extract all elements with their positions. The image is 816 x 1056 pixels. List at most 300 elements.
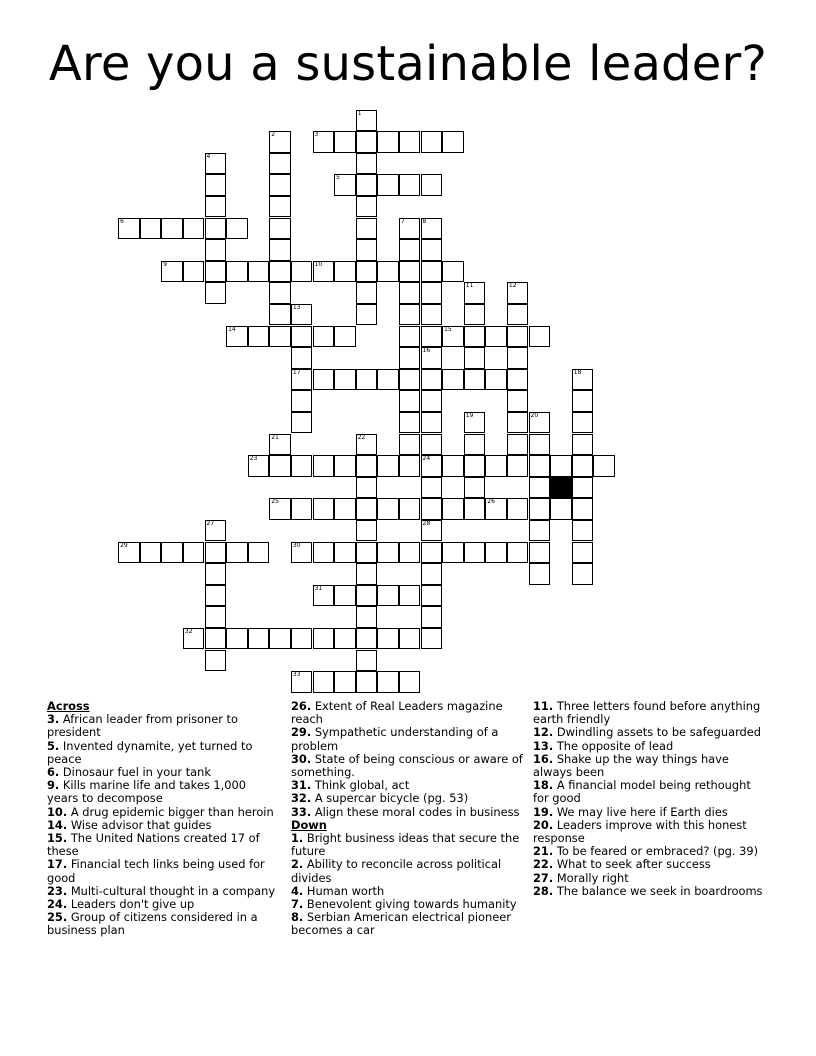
- grid-cell[interactable]: [464, 434, 486, 456]
- clue-text: Group of citizens considered in a business plan: [47, 910, 258, 938]
- grid-cell[interactable]: [421, 520, 443, 542]
- grid-cell[interactable]: [291, 347, 313, 369]
- grid-cell[interactable]: [356, 131, 378, 153]
- clue-number: 11: [465, 282, 474, 290]
- grid-cell[interactable]: [464, 412, 486, 434]
- grid-cell[interactable]: [334, 174, 356, 196]
- grid-cell[interactable]: [464, 326, 486, 348]
- clue-number: 20: [530, 411, 539, 419]
- clue-number: 19: [465, 411, 474, 419]
- grid-cell[interactable]: [334, 326, 356, 348]
- down-clue-18: [533, 779, 765, 805]
- grid-cell[interactable]: [161, 261, 183, 283]
- across-clue-33: [291, 806, 523, 819]
- clue-number: 30: [292, 541, 301, 549]
- clue-number-label: 26.: [291, 699, 312, 713]
- clue-number-label: 18.: [533, 778, 554, 793]
- grid-cell[interactable]: [205, 196, 227, 218]
- grid-cell[interactable]: [291, 455, 313, 477]
- grid-cell[interactable]: [248, 455, 270, 477]
- grid-cell[interactable]: [377, 585, 399, 607]
- grid-cell[interactable]: [205, 218, 227, 240]
- grid-cell[interactable]: [529, 563, 551, 585]
- grid-cell[interactable]: [226, 218, 248, 240]
- grid-cell[interactable]: [377, 498, 399, 520]
- grid-cell[interactable]: [205, 261, 227, 283]
- grid-cell[interactable]: [356, 174, 378, 196]
- grid-cell[interactable]: [291, 498, 313, 520]
- across-clue-3: [47, 713, 279, 739]
- clue-number-label: 10.: [47, 804, 68, 819]
- grid-cell[interactable]: [485, 498, 507, 520]
- grid-cell[interactable]: [507, 282, 529, 304]
- grid-cell[interactable]: [118, 218, 140, 240]
- grid-cell[interactable]: [291, 369, 313, 391]
- clue-number: 14: [228, 325, 236, 333]
- grid-cell[interactable]: [269, 455, 291, 477]
- clue-text: Sympathetic understanding of a problem: [291, 725, 499, 753]
- clue-text: Extent of Real Leaders magazine reach: [291, 699, 503, 727]
- grid-cell[interactable]: [529, 477, 551, 499]
- grid-cell[interactable]: [464, 455, 486, 477]
- grid-cell[interactable]: [291, 628, 313, 650]
- grid-cell[interactable]: [205, 628, 227, 650]
- clue-number-label: 25.: [47, 910, 68, 925]
- clue-text: Dinosaur fuel in your tank: [62, 765, 211, 780]
- grid-cell[interactable]: [572, 498, 594, 520]
- grid-cell[interactable]: [464, 304, 486, 326]
- grid-cell[interactable]: [205, 650, 227, 672]
- grid-cell[interactable]: [377, 455, 399, 477]
- clue-number: 29: [120, 541, 128, 549]
- grid-cell[interactable]: [377, 542, 399, 564]
- grid-cell[interactable]: [529, 542, 551, 564]
- grid-cell[interactable]: [507, 455, 529, 477]
- clue-text: Shake up the way things have always been: [533, 751, 729, 780]
- clue-number: 15: [444, 325, 452, 333]
- grid-cell[interactable]: [269, 498, 291, 520]
- grid-cell[interactable]: [399, 304, 421, 326]
- grid-cell[interactable]: [334, 455, 356, 477]
- grid-cell[interactable]: [334, 628, 356, 650]
- grid-cell[interactable]: [118, 542, 140, 564]
- grid-cell[interactable]: [356, 110, 378, 132]
- grid-cell[interactable]: [269, 628, 291, 650]
- grid-cell[interactable]: [334, 498, 356, 520]
- across-clue-15: [47, 832, 279, 858]
- grid-cell[interactable]: [572, 390, 594, 412]
- clue-text: Multi-cultural thought in a company: [70, 883, 276, 898]
- grid-cell[interactable]: [205, 520, 227, 542]
- grid-cell[interactable]: [269, 174, 291, 196]
- grid-cell[interactable]: [550, 455, 572, 477]
- grid-cell[interactable]: [356, 218, 378, 240]
- grid-cell[interactable]: [248, 326, 270, 348]
- grid-cell[interactable]: [226, 326, 248, 348]
- black-square: [550, 477, 572, 499]
- grid-cell[interactable]: [572, 412, 594, 434]
- clue-number: 23: [249, 455, 258, 463]
- grid-cell[interactable]: [507, 390, 529, 412]
- grid-cell[interactable]: [464, 477, 486, 499]
- grid-cell[interactable]: [464, 369, 486, 391]
- grid-cell[interactable]: [291, 542, 313, 564]
- clue-text: Invented dynamite, yet turned to peace: [47, 738, 253, 766]
- grid-cell[interactable]: [183, 628, 205, 650]
- grid-cell[interactable]: [529, 455, 551, 477]
- grid-cell[interactable]: [377, 131, 399, 153]
- grid-cell[interactable]: [399, 131, 421, 153]
- grid-cell[interactable]: [356, 369, 378, 391]
- clue-number-label: 11.: [533, 699, 554, 713]
- grid-cell[interactable]: [399, 455, 421, 477]
- grid-cell[interactable]: [377, 369, 399, 391]
- grid-cell[interactable]: [356, 520, 378, 542]
- clue-text: The opposite of lead: [556, 738, 674, 753]
- grid-cell[interactable]: [269, 282, 291, 304]
- clue-number: 33: [292, 671, 301, 679]
- grid-cell[interactable]: [313, 326, 335, 348]
- grid-cell[interactable]: [421, 498, 443, 520]
- clue-text: Leaders improve with this honest response: [533, 817, 747, 846]
- grid-cell[interactable]: [399, 347, 421, 369]
- grid-cell[interactable]: [507, 498, 529, 520]
- grid-cell[interactable]: [442, 455, 464, 477]
- grid-cell[interactable]: [464, 498, 486, 520]
- clue-text: Bright business ideas that secure the future: [291, 831, 520, 859]
- grid-cell[interactable]: [377, 671, 399, 693]
- clue-number-label: 28.: [533, 883, 554, 898]
- grid-cell[interactable]: [161, 542, 183, 564]
- clue-number: 27: [206, 519, 215, 527]
- clue-number: 6: [120, 217, 124, 225]
- across-clue-26: [291, 700, 523, 726]
- grid-cell[interactable]: [399, 671, 421, 693]
- clue-number-label: 3.: [47, 712, 60, 727]
- clue-number-label: 22.: [533, 857, 554, 872]
- grid-cell[interactable]: [421, 304, 443, 326]
- clue-number-label: 17.: [47, 857, 68, 872]
- grid-cell[interactable]: [572, 455, 594, 477]
- grid-cell[interactable]: [183, 261, 205, 283]
- grid-cell[interactable]: [399, 498, 421, 520]
- clue-number: 16: [422, 347, 431, 355]
- grid-cell[interactable]: [399, 542, 421, 564]
- clue-number: 22: [357, 433, 366, 441]
- clue-text: Dwindling assets to be safeguarded: [556, 725, 762, 740]
- grid-cell[interactable]: [399, 390, 421, 412]
- grid-cell[interactable]: [485, 455, 507, 477]
- grid-cell[interactable]: [356, 477, 378, 499]
- clue-number: 10: [314, 260, 323, 268]
- grid-cell[interactable]: [399, 369, 421, 391]
- grid-cell[interactable]: [377, 174, 399, 196]
- clue-number-label: 21.: [533, 844, 554, 859]
- clue-text: Serbian American electrical pioneer becomes a car: [291, 910, 511, 938]
- clue-number: 13: [292, 303, 301, 311]
- grid-cell[interactable]: [356, 606, 378, 628]
- grid-cell[interactable]: [485, 542, 507, 564]
- down-clue-8: [291, 911, 523, 937]
- grid-cell[interactable]: [356, 434, 378, 456]
- grid-cell[interactable]: [442, 131, 464, 153]
- grid-cell[interactable]: [399, 628, 421, 650]
- grid-cell[interactable]: [356, 628, 378, 650]
- grid-cell[interactable]: [421, 261, 443, 283]
- clue-text: A drug epidemic bigger than heroin: [70, 804, 274, 819]
- grid-cell[interactable]: [356, 153, 378, 175]
- grid-cell[interactable]: [593, 455, 615, 477]
- grid-cell[interactable]: [421, 542, 443, 564]
- grid-cell[interactable]: [205, 563, 227, 585]
- clue-text: To be feared or embraced? (pg. 39): [556, 844, 759, 859]
- grid-cell[interactable]: [399, 218, 421, 240]
- grid-cell[interactable]: [313, 261, 335, 283]
- clue-text: What to seek after success: [556, 857, 711, 872]
- clue-text: Leaders don't give up: [70, 897, 195, 912]
- grid-cell[interactable]: [399, 585, 421, 607]
- grid-cell[interactable]: [377, 261, 399, 283]
- grid-cell[interactable]: [269, 218, 291, 240]
- grid-cell[interactable]: [421, 131, 443, 153]
- grid-cell[interactable]: [529, 498, 551, 520]
- grid-cell[interactable]: [334, 131, 356, 153]
- grid-cell[interactable]: [313, 628, 335, 650]
- grid-cell[interactable]: [334, 585, 356, 607]
- grid-cell[interactable]: [205, 282, 227, 304]
- grid-cell[interactable]: [485, 326, 507, 348]
- grid-cell[interactable]: [226, 261, 248, 283]
- grid-cell[interactable]: [529, 520, 551, 542]
- grid-cell[interactable]: [421, 347, 443, 369]
- grid-cell[interactable]: [485, 369, 507, 391]
- grid-cell[interactable]: [269, 131, 291, 153]
- grid-cell[interactable]: [356, 498, 378, 520]
- grid-cell[interactable]: [313, 585, 335, 607]
- grid-cell[interactable]: [507, 542, 529, 564]
- grid-cell[interactable]: [291, 412, 313, 434]
- grid-cell[interactable]: [248, 628, 270, 650]
- clue-text: We may live here if Earth dies: [556, 804, 728, 819]
- grid-cell[interactable]: [205, 542, 227, 564]
- grid-cell[interactable]: [313, 498, 335, 520]
- clue-text: The balance we seek in boardrooms: [556, 883, 763, 898]
- grid-cell[interactable]: [529, 434, 551, 456]
- clue-number: 1: [357, 109, 362, 117]
- grid-cell[interactable]: [269, 434, 291, 456]
- clue-number-label: 15.: [47, 831, 68, 846]
- grid-cell[interactable]: [442, 369, 464, 391]
- down-clue-16: [533, 753, 765, 779]
- grid-cell[interactable]: [421, 282, 443, 304]
- grid-cell[interactable]: [291, 390, 313, 412]
- grid-cell[interactable]: [399, 239, 421, 261]
- grid-cell[interactable]: [464, 542, 486, 564]
- clue-number-label: 6.: [47, 765, 60, 780]
- grid-cell[interactable]: [269, 261, 291, 283]
- grid-cell[interactable]: [334, 671, 356, 693]
- grid-cell[interactable]: [205, 606, 227, 628]
- grid-cell[interactable]: [313, 542, 335, 564]
- clues-column-2: [291, 700, 523, 938]
- grid-cell[interactable]: [356, 455, 378, 477]
- grid-cell[interactable]: [226, 542, 248, 564]
- grid-cell[interactable]: [399, 261, 421, 283]
- grid-cell[interactable]: [248, 261, 270, 283]
- grid-cell[interactable]: [572, 369, 594, 391]
- grid-cell[interactable]: [421, 369, 443, 391]
- grid-cell[interactable]: [313, 131, 335, 153]
- grid-cell[interactable]: [313, 369, 335, 391]
- grid-cell[interactable]: [529, 326, 551, 348]
- grid-cell[interactable]: [183, 218, 205, 240]
- grid-cell[interactable]: [572, 563, 594, 585]
- grid-cell[interactable]: [442, 261, 464, 283]
- clue-number-label: 2.: [291, 857, 304, 872]
- grid-cell[interactable]: [313, 671, 335, 693]
- clue-number-label: 14.: [47, 817, 68, 832]
- clue-number: 32: [184, 627, 193, 635]
- grid-cell[interactable]: [399, 434, 421, 456]
- grid-cell[interactable]: [421, 628, 443, 650]
- grid-cell[interactable]: [507, 347, 529, 369]
- grid-cell[interactable]: [572, 520, 594, 542]
- grid-cell[interactable]: [507, 434, 529, 456]
- across-clue-9: [47, 779, 279, 805]
- down-clue-11: [533, 700, 765, 726]
- grid-cell[interactable]: [442, 542, 464, 564]
- grid-cell[interactable]: [205, 174, 227, 196]
- across-clue-30: [291, 753, 523, 779]
- clue-number: 31: [314, 584, 323, 592]
- grid-cell[interactable]: [334, 261, 356, 283]
- grid-cell[interactable]: [399, 326, 421, 348]
- across-clue-25: [47, 911, 279, 937]
- grid-cell[interactable]: [507, 326, 529, 348]
- grid-cell[interactable]: [334, 542, 356, 564]
- grid-cell[interactable]: [421, 239, 443, 261]
- clue-number-label: 29.: [291, 725, 312, 740]
- grid-cell[interactable]: [421, 455, 443, 477]
- clue-number-label: 1.: [291, 831, 304, 846]
- grid-cell[interactable]: [205, 153, 227, 175]
- grid-cell[interactable]: [399, 174, 421, 196]
- grid-cell[interactable]: [421, 585, 443, 607]
- grid-cell[interactable]: [507, 412, 529, 434]
- grid-cell[interactable]: [572, 434, 594, 456]
- grid-cell[interactable]: [313, 455, 335, 477]
- clue-number: 24: [422, 455, 431, 463]
- grid-cell[interactable]: [269, 239, 291, 261]
- clue-number-label: 16.: [533, 751, 554, 766]
- grid-cell[interactable]: [291, 261, 313, 283]
- grid-cell[interactable]: [356, 282, 378, 304]
- grid-cell[interactable]: [140, 218, 162, 240]
- grid-cell[interactable]: [572, 542, 594, 564]
- clue-number: 17: [292, 368, 301, 376]
- grid-cell[interactable]: [205, 585, 227, 607]
- grid-cell[interactable]: [205, 239, 227, 261]
- grid-cell[interactable]: [356, 563, 378, 585]
- clue-number-label: 5.: [47, 738, 60, 753]
- down-heading: Down: [291, 817, 327, 832]
- grid-cell[interactable]: [421, 477, 443, 499]
- grid-cell[interactable]: [356, 671, 378, 693]
- grid-cell[interactable]: [377, 628, 399, 650]
- grid-cell[interactable]: [356, 650, 378, 672]
- clue-number: 21: [271, 433, 279, 441]
- grid-cell[interactable]: [269, 304, 291, 326]
- grid-cell[interactable]: [529, 412, 551, 434]
- grid-cell[interactable]: [291, 326, 313, 348]
- clue-text: Think global, act: [314, 778, 410, 793]
- clue-number-label: 30.: [291, 751, 312, 766]
- grid-cell[interactable]: [507, 369, 529, 391]
- grid-cell[interactable]: [356, 304, 378, 326]
- grid-cell[interactable]: [421, 218, 443, 240]
- grid-cell[interactable]: [269, 326, 291, 348]
- clue-number-label: 13.: [533, 738, 554, 753]
- grid-cell[interactable]: [248, 542, 270, 564]
- clue-text: State of being conscious or aware of something.: [291, 751, 523, 780]
- grid-cell[interactable]: [183, 542, 205, 564]
- grid-cell[interactable]: [421, 563, 443, 585]
- grid-cell[interactable]: [550, 498, 572, 520]
- grid-cell[interactable]: [356, 196, 378, 218]
- grid-cell[interactable]: [572, 477, 594, 499]
- grid-cell[interactable]: [464, 347, 486, 369]
- grid-cell[interactable]: [334, 369, 356, 391]
- grid-cell[interactable]: [442, 498, 464, 520]
- clue-number-label: 23.: [47, 883, 68, 898]
- grid-cell[interactable]: [442, 326, 464, 348]
- grid-cell[interactable]: [421, 412, 443, 434]
- grid-cell[interactable]: [421, 606, 443, 628]
- grid-cell[interactable]: [140, 542, 162, 564]
- clue-number: 5: [336, 174, 340, 182]
- grid-cell[interactable]: [269, 153, 291, 175]
- clue-text: Financial tech links being used for good: [47, 857, 265, 885]
- grid-cell[interactable]: [291, 671, 313, 693]
- clue-text: Human worth: [306, 883, 385, 898]
- grid-cell[interactable]: [226, 628, 248, 650]
- clue-text: A financial model being rethought for good: [533, 778, 751, 806]
- clue-number: 26: [487, 498, 495, 506]
- grid-cell[interactable]: [399, 282, 421, 304]
- clue-number-label: 7.: [291, 897, 304, 912]
- across-heading: Across: [47, 699, 90, 713]
- grid-cell[interactable]: [399, 412, 421, 434]
- grid-cell[interactable]: [421, 174, 443, 196]
- grid-cell[interactable]: [421, 326, 443, 348]
- grid-cell[interactable]: [269, 196, 291, 218]
- grid-cell[interactable]: [421, 390, 443, 412]
- grid-cell[interactable]: [291, 304, 313, 326]
- grid-cell[interactable]: [356, 585, 378, 607]
- clue-text: African leader from prisoner to president: [47, 712, 238, 740]
- grid-cell[interactable]: [356, 261, 378, 283]
- grid-cell[interactable]: [464, 282, 486, 304]
- clue-text: Wise advisor that guides: [70, 817, 212, 832]
- clues-column-3: [533, 700, 765, 898]
- clue-number: 9: [163, 260, 168, 268]
- grid-cell[interactable]: [507, 304, 529, 326]
- grid-cell[interactable]: [161, 218, 183, 240]
- grid-cell[interactable]: [356, 239, 378, 261]
- grid-cell[interactable]: [421, 434, 443, 456]
- clue-text: Ability to reconcile across political divides: [291, 857, 502, 885]
- grid-cell[interactable]: [356, 542, 378, 564]
